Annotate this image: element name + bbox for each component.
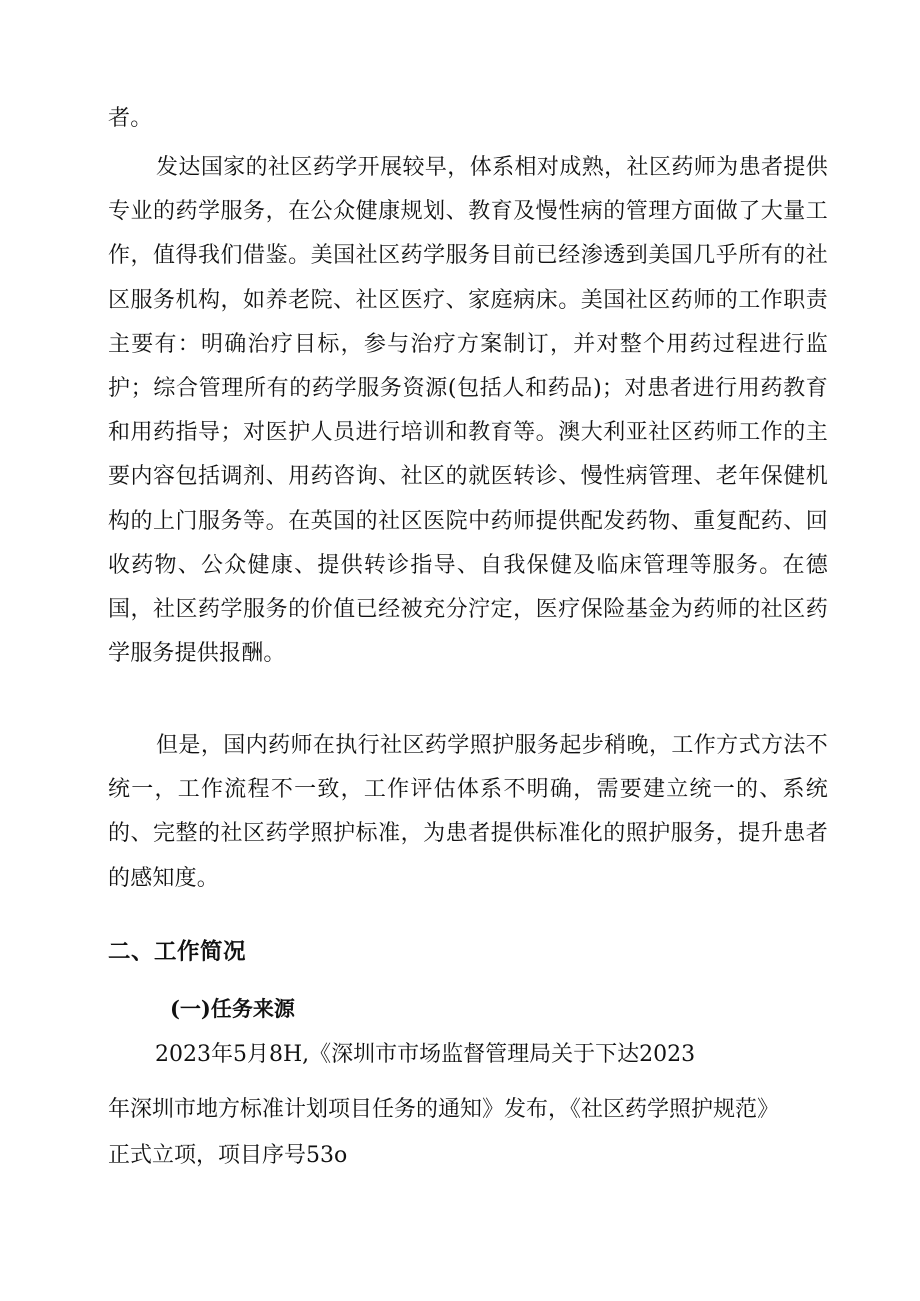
paragraph-developed-countries: 发达国家的社区药学开展较早，体系相对成熟，社区药师为患者提供专业的药学服务，在公众健康规划、教育及慢性病的管理方面做了大量工作，值得我们借鉴。美国社区药学服务目前已经渗透到美国几乎所有的社区服务机构，如养老院、社区医疗、家庭病床。美国社区药师的工作职责主要有：明确治疗目标，参与治疗方案制订，并对整个用药过程进行监护；综合管理所有的药学服务资源(包括人和药品)；对患者进行用药教育和用药指导；对医护人员进行培训和教育等。澳大利亚社区药师工作的主要内容包括调剂、用药咨询、社区的就医转诊、慢性病管理、老年保健机构的上门服务等。在英国的社区医院中药师提供配发药物、重复配药、回收药物、公众健康、提供转诊指导、自我保健及临床管理等服务。在德国，社区药学服务的价值已经被充分泞定，医疗保险基金为药师的社区药学服务提供报酬。	[108, 155, 828, 667]
paragraph-domestic-status: 但是，国内药师在执行社区药学照护服务起步稍晚，工作方式方法不统一，工作流程不一致，工作评估体系不明确，需要建立统一的、系统的、完整的社区药学照护标准，为患者提供标准化的照护服务，提升患者的感知度。	[108, 733, 828, 891]
task-source-line-1: 2023年5月8H,《深圳市市场监督管理局关于下达2023	[155, 1042, 696, 1067]
task-source-line-2: 年深圳市地方标准计划项目任务的通知》发布，《社区药学照护规范》	[108, 1097, 780, 1122]
subsection-heading: (一)任务来源	[170, 996, 295, 1021]
paragraph-continuation: 者。	[108, 106, 153, 131]
task-source-line-3: 正式立项，项目序号53o	[108, 1143, 348, 1168]
section-heading: 二、工作简况	[108, 939, 247, 965]
